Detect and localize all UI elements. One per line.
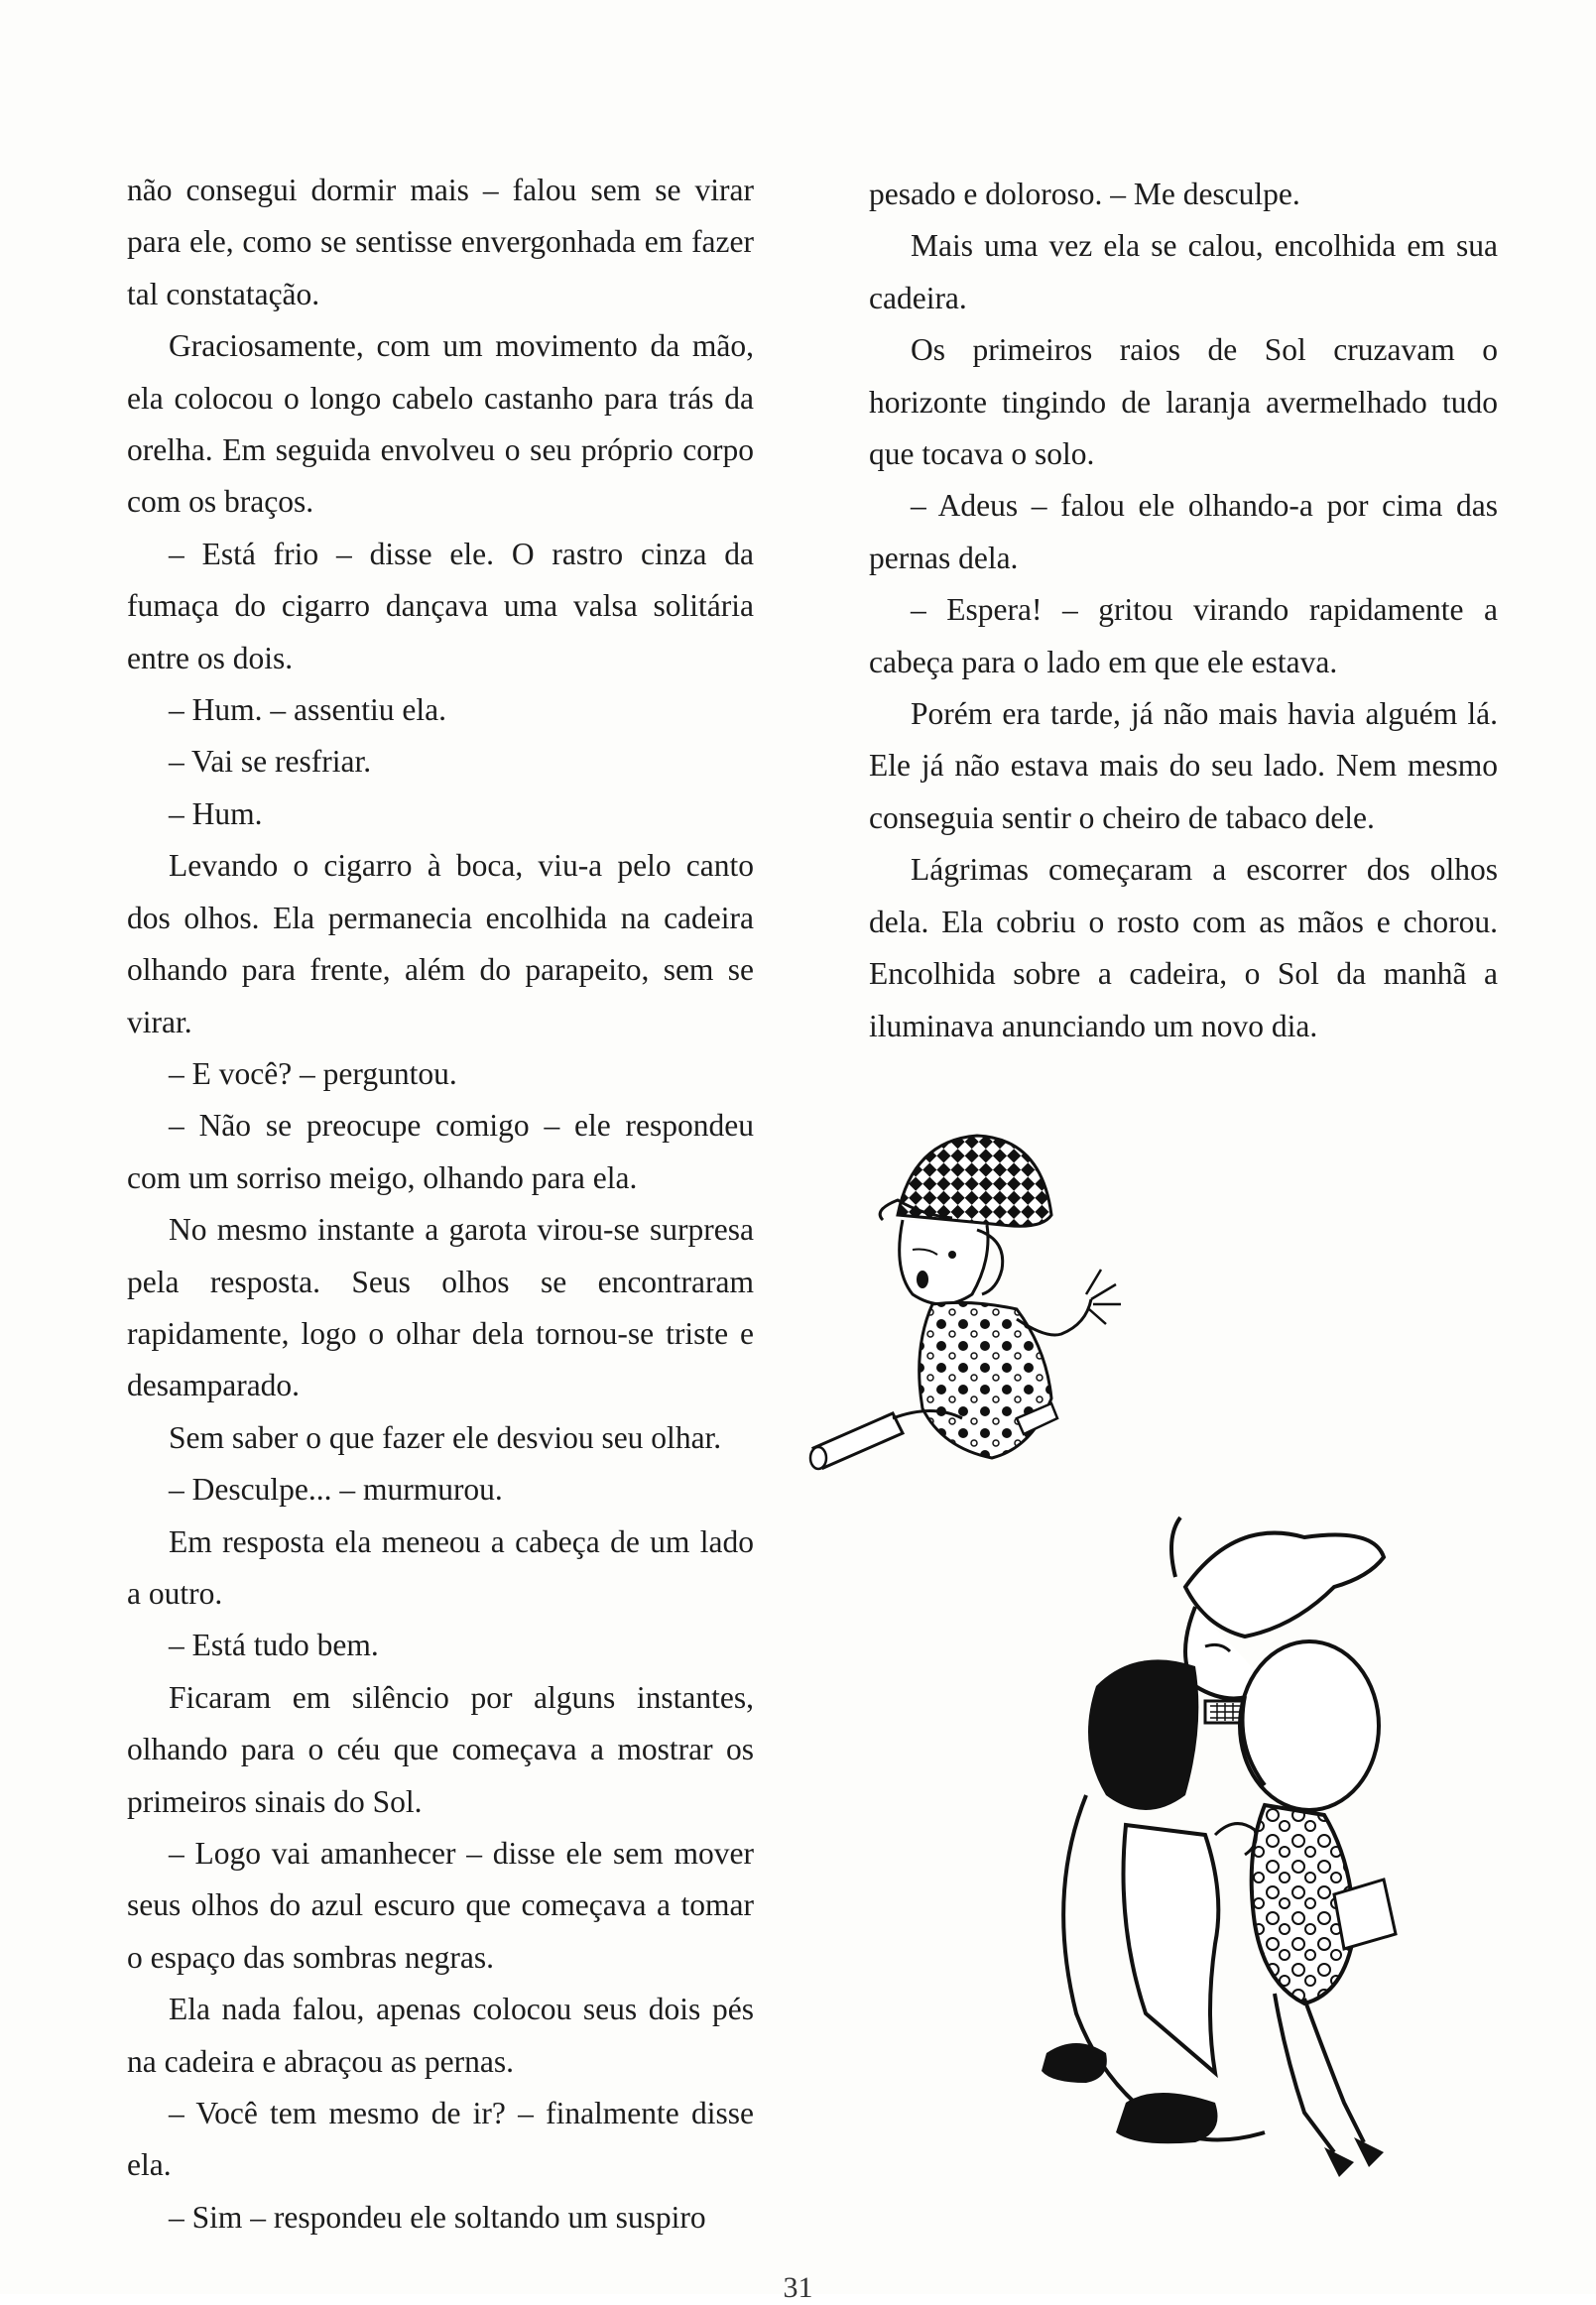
paragraph: – Logo vai amanhecer – disse ele sem mover seus olhos do azul escuro que começava a tomar o espaço das sombras negras. — [127, 1836, 754, 1975]
paragraph: Os primeiros raios de Sol cruzavam o horizonte tingindo de laranja avermelhado tudo que tocava o solo. — [869, 332, 1498, 472]
paragraph: Mais uma vez ela se calou, encolhida em sua cadeira. — [869, 228, 1498, 315]
paragraph: pesado e doloroso. – Me desculpe. — [869, 177, 1300, 211]
paragraph: Ficaram em silêncio por alguns instantes, olhando para o céu que começava a mostrar os primeiros sinais do Sol. — [127, 1679, 754, 1819]
left-text-column — [127, 165, 754, 2244]
paragraph: – Adeus – falou ele olhando-a por cima das pernas dela. — [869, 488, 1498, 575]
paragraph: Porém era tarde, já não mais havia alguém lá. Ele já não estava mais do seu lado. Nem mesmo conseguia sentir o cheiro de tabaco dele. — [869, 696, 1498, 835]
paragraph: – Sim – respondeu ele soltando um suspiro — [169, 2199, 706, 2235]
paragraph: – Espera! – gritou virando rapidamente a cabeça para o lado em que ele estava. — [869, 592, 1498, 679]
paragraph: – Hum. – assentiu ela. — [169, 692, 446, 728]
right-text-column — [869, 169, 1498, 1052]
paragraph: No mesmo instante a garota virou-se surpresa pela resposta. Seus olhos se encontraram rapidamente, logo o olhar dela tornou-se triste e desamparado. — [127, 1212, 754, 1403]
paragraph: – Está tudo bem. — [169, 1628, 379, 1663]
paragraph: Ela nada falou, apenas colocou seus dois pés na cadeira e abraçou as pernas. — [127, 1992, 754, 2079]
paragraph: – Desculpe... – murmurou. — [169, 1472, 503, 1508]
girl-with-checkered-hat-illustration — [803, 1121, 1141, 1508]
paragraph: Graciosamente, com um movimento da mão, ela colocou o longo cabelo castanho para trás da orelha. Em seguida envolveu o seu próprio corpo com os braços. — [127, 328, 754, 520]
paragraph: – Você tem mesmo de ir? – finalmente disse ela. — [127, 2096, 754, 2183]
paragraph: – E você? – perguntou. — [169, 1055, 457, 1091]
page-number: 31 — [783, 2271, 813, 2304]
paragraph: – Hum. — [169, 795, 263, 831]
paragraph: – Vai se resfriar. — [169, 744, 372, 780]
paragraph: – Está frio – disse ele. O rastro cinza da fumaça do cigarro dançava uma valsa solitária entre os dois. — [127, 536, 754, 675]
paragraph: não consegui dormir mais – falou sem se virar para ele, como se sentisse envergonhada em fazer tal constatação. — [127, 173, 754, 311]
dancing-couple-illustration — [1007, 1498, 1513, 2222]
paragraph: Sem saber o que fazer ele desviou seu olhar. — [169, 1419, 722, 1455]
paragraph: Lágrimas começaram a escorrer dos olhos dela. Ela cobriu o rosto com as mãos e chorou. Encolhida sobre a cadeira, o Sol da manhã a iluminava anunciando um novo dia. — [869, 852, 1498, 1043]
paragraph: – Não se preocupe comigo – ele respondeu com um sorriso meigo, olhando para ela. — [127, 1108, 754, 1195]
paragraph: Em resposta ela meneou a cabeça de um lado a outro. — [127, 1523, 754, 1611]
paragraph: Levando o cigarro à boca, viu-a pelo canto dos olhos. Ela permanecia encolhida na cadeira olhando para frente, além do parapeito, sem se virar. — [127, 848, 754, 1039]
